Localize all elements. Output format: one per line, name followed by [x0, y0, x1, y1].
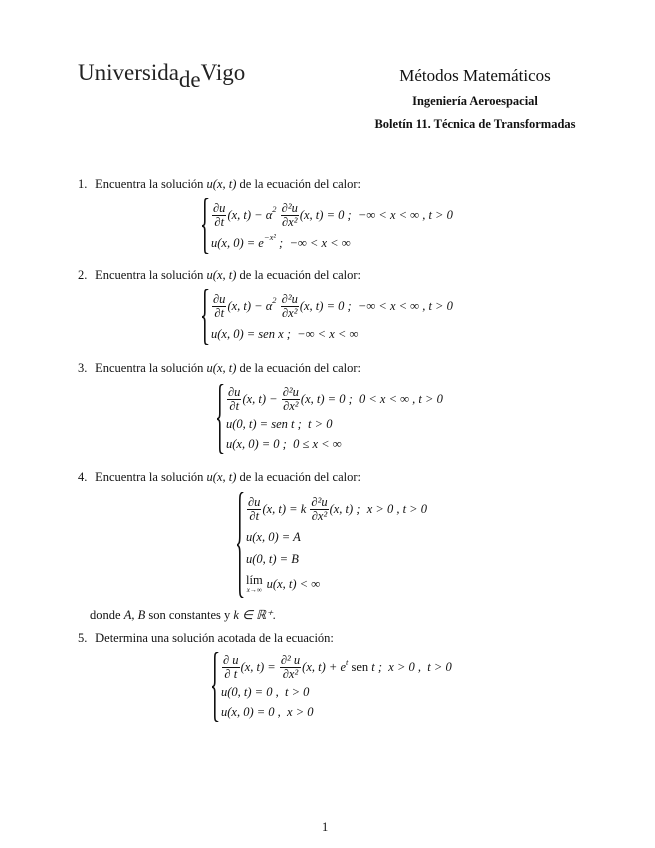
- page-number: 1: [322, 820, 329, 834]
- equation-line: [211, 232, 453, 251]
- fraction: [212, 293, 226, 320]
- numerator: ∂u: [248, 494, 261, 509]
- fraction: [281, 293, 299, 320]
- text: Encuentra la solución: [95, 470, 207, 484]
- text: Determina una solución acotada de la ecuación:: [95, 631, 334, 645]
- sheet-title: Boletín 11. Técnica de Transformadas: [374, 117, 576, 131]
- limit: [246, 574, 263, 594]
- math-text: u(x, 0) = A: [246, 529, 301, 544]
- numerator: ∂u: [228, 385, 241, 400]
- superscript: 2: [272, 295, 277, 305]
- superscript: t: [346, 656, 349, 667]
- equation-rows: [226, 384, 443, 454]
- problem-number: 4.: [78, 470, 88, 484]
- denominator: ∂t: [214, 305, 225, 320]
- denominator: ∂x²: [282, 667, 299, 682]
- left-brace: [237, 492, 244, 598]
- problem-5-system: [212, 652, 452, 722]
- numerator: ∂ u: [223, 653, 239, 668]
- left-brace: [202, 289, 209, 345]
- problem-number: 2.: [78, 268, 88, 282]
- equation-line: [246, 496, 427, 523]
- math-text: (x, t) ; x > 0 , t > 0: [329, 501, 427, 516]
- fraction: [280, 654, 301, 681]
- left-brace: [217, 384, 224, 454]
- problem-4-system: [237, 492, 427, 598]
- denominator: ∂x²: [282, 305, 298, 320]
- problem-3-system: [217, 384, 443, 454]
- denominator: ∂ t: [224, 667, 238, 682]
- equation-line: [246, 530, 427, 545]
- text: donde: [90, 608, 124, 622]
- equation-line: [221, 685, 452, 700]
- equation-rows: [211, 289, 453, 345]
- equation-line: [246, 574, 427, 594]
- problem-4-note: [90, 607, 276, 623]
- logo-text: de: [178, 67, 201, 92]
- denominator: ∂x²: [311, 508, 328, 523]
- numerator: ∂u: [213, 291, 226, 306]
- university-logo: [78, 60, 246, 92]
- math-text: u(0, t) = sen t ; t > 0: [226, 417, 333, 432]
- math-roman: sen: [348, 660, 372, 675]
- problem-number: 3.: [78, 361, 88, 375]
- superscript: −x²: [263, 232, 276, 242]
- equation-line: [211, 293, 453, 320]
- math: k ∈ ℝ⁺: [233, 608, 273, 622]
- text: Encuentra la solución: [95, 177, 207, 191]
- numerator: ∂²u: [311, 494, 328, 509]
- logo-text: Universida: [78, 60, 179, 85]
- math: A, B: [123, 608, 146, 622]
- equation-line: [211, 327, 453, 342]
- fraction: [212, 202, 226, 229]
- math: u(x, t): [206, 177, 237, 191]
- course-title: Métodos Matemáticos: [399, 66, 551, 85]
- degree-title: Ingeniería Aeroespacial: [412, 94, 538, 108]
- math-text: u(x, 0) = e: [211, 235, 264, 250]
- math-text: u(x, 0) = 0 , x > 0: [221, 704, 314, 719]
- fraction: [227, 386, 241, 413]
- math-text: u(0, t) = B: [246, 552, 299, 567]
- numerator: ∂²u: [281, 200, 298, 215]
- logo-text: Vigo: [200, 60, 246, 85]
- left-brace: [202, 198, 209, 254]
- math: u(x, t): [206, 361, 237, 375]
- math-text: (x, t) = 0 ; −∞ < x < ∞ , t > 0: [299, 298, 453, 313]
- text: de la ecuación del calor:: [236, 268, 361, 282]
- equation-rows: [246, 492, 427, 598]
- problem-2-system: [202, 289, 453, 345]
- text: de la ecuación del calor:: [236, 177, 361, 191]
- left-brace: [212, 652, 219, 722]
- math-text: u(x, t) < ∞: [266, 576, 321, 591]
- text: .: [272, 608, 276, 622]
- denominator: ∂t: [214, 214, 225, 229]
- text: Encuentra la solución: [95, 361, 207, 375]
- numerator: ∂² u: [280, 653, 301, 668]
- math-text: (x, t) − α: [227, 207, 273, 222]
- problem-number: 1.: [78, 177, 88, 191]
- math-text: (x, t) = 0 ; 0 < x < ∞ , t > 0: [300, 392, 443, 407]
- problem-1-system: [202, 198, 453, 254]
- text: de la ecuación del calor:: [236, 470, 361, 484]
- math-text: (x, t) + e: [302, 660, 346, 675]
- numerator: ∂²u: [281, 291, 298, 306]
- limit-operator: lím: [246, 573, 263, 588]
- fraction: [247, 496, 261, 523]
- problem-5-statement: [78, 631, 334, 646]
- math-text: ; −∞ < x < ∞: [275, 235, 351, 250]
- math: u(x, t): [206, 268, 237, 282]
- text: Encuentra la solución: [95, 268, 207, 282]
- equation-line: [246, 552, 427, 567]
- math-text: t ; x > 0 , t > 0: [371, 660, 452, 675]
- problem-3-statement: [78, 361, 361, 376]
- math-text: (x, t) −: [242, 392, 281, 407]
- fraction: [281, 202, 299, 229]
- equation-rows: [221, 652, 452, 722]
- math-text: (x, t) =: [240, 660, 279, 675]
- math-text: u(x, 0) = 0 ; 0 ≤ x < ∞: [226, 436, 342, 451]
- math-text: [277, 299, 280, 314]
- math-text: u(x, 0) = sen x ; −∞ < x < ∞: [211, 326, 359, 341]
- numerator: ∂²u: [282, 385, 299, 400]
- math: u(x, t): [206, 470, 237, 484]
- math-text: [277, 208, 280, 223]
- equation-line: [226, 417, 443, 432]
- superscript: 2: [272, 204, 277, 214]
- equation-rows: [211, 198, 453, 254]
- limit-subscript: x→∞: [246, 586, 262, 595]
- equation-line: [226, 437, 443, 452]
- fraction: [282, 386, 300, 413]
- problem-4-statement: [78, 470, 361, 485]
- problem-number: 5.: [78, 631, 88, 645]
- denominator: ∂t: [229, 399, 240, 414]
- math-text: (x, t) − α: [227, 298, 273, 313]
- fraction: [310, 496, 328, 523]
- problem-2-statement: [78, 268, 361, 283]
- equation-line: [211, 202, 453, 229]
- equation-line: [226, 386, 443, 413]
- text: son constantes y: [145, 608, 234, 622]
- fraction: [222, 654, 240, 681]
- text: de la ecuación del calor:: [236, 361, 361, 375]
- math-text: u(0, t) = 0 , t > 0: [221, 685, 310, 700]
- math-text: (x, t) = 0 ; −∞ < x < ∞ , t > 0: [299, 207, 453, 222]
- numerator: ∂u: [213, 200, 226, 215]
- problem-1-statement: [78, 177, 361, 192]
- denominator: ∂t: [249, 508, 260, 523]
- math-text: (x, t) = k: [262, 501, 310, 516]
- denominator: ∂x²: [283, 399, 299, 414]
- equation-line: [221, 654, 452, 681]
- equation-line: [221, 705, 452, 720]
- denominator: ∂x²: [282, 214, 298, 229]
